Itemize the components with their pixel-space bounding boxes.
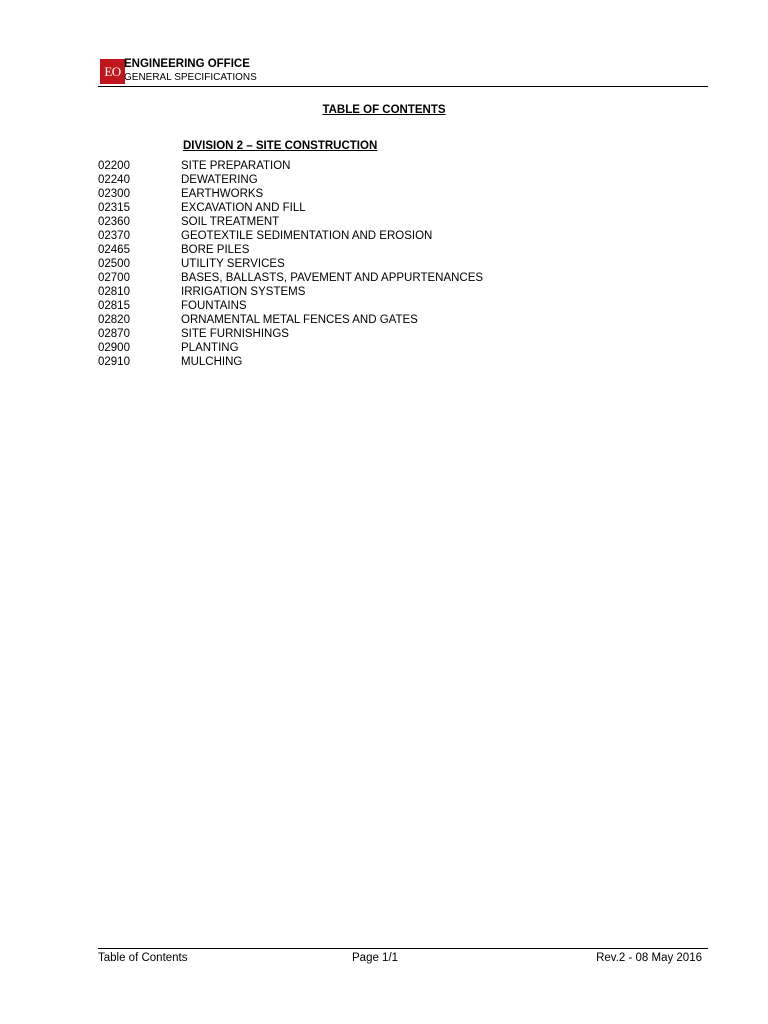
footer-document-name: Table of Contents bbox=[98, 952, 188, 964]
page-footer bbox=[98, 948, 708, 967]
section-title: SOIL TREATMENT bbox=[181, 216, 280, 228]
document-subtitle: GENERAL SPECIFICATIONS bbox=[124, 72, 257, 83]
company-logo: EO bbox=[100, 59, 125, 84]
section-number: 02815 bbox=[98, 300, 130, 312]
section-title: BASES, BALLASTS, PAVEMENT AND APPURTENANCES bbox=[181, 272, 484, 284]
section-number: 02700 bbox=[98, 272, 130, 284]
section-number: 02315 bbox=[98, 202, 130, 214]
page-number: Page 1/1 bbox=[352, 952, 399, 964]
section-title: FOUNTAINS bbox=[181, 300, 247, 312]
section-title: EARTHWORKS bbox=[181, 188, 264, 200]
section-number: 02240 bbox=[98, 174, 130, 186]
section-number: 02465 bbox=[98, 244, 130, 256]
section-number: 02370 bbox=[98, 230, 130, 242]
section-number: 02820 bbox=[98, 314, 130, 326]
section-number: 02300 bbox=[98, 188, 130, 200]
section-title: DEWATERING bbox=[181, 174, 258, 186]
section-number: 02870 bbox=[98, 328, 130, 340]
section-title: UTILITY SERVICES bbox=[181, 258, 285, 270]
section-title: IRRIGATION SYSTEMS bbox=[181, 286, 306, 298]
section-number: 02360 bbox=[98, 216, 130, 228]
revision-date: Rev.2 - 08 May 2016 bbox=[596, 952, 702, 964]
section-number: 02810 bbox=[98, 286, 130, 298]
section-title: EXCAVATION AND FILL bbox=[181, 202, 306, 214]
section-number: 02200 bbox=[98, 160, 130, 172]
section-title: PLANTING bbox=[181, 342, 239, 354]
section-number: 02900 bbox=[98, 342, 130, 354]
section-title: BORE PILES bbox=[181, 244, 250, 256]
page-title: TABLE OF CONTENTS bbox=[322, 104, 446, 116]
section-number: 02910 bbox=[98, 356, 130, 368]
section-title: SITE FURNISHINGS bbox=[181, 328, 289, 340]
page-header bbox=[98, 56, 708, 87]
section-title: MULCHING bbox=[181, 356, 243, 368]
division-heading: DIVISION 2 – SITE CONSTRUCTION bbox=[183, 140, 378, 152]
section-title: GEOTEXTILE SEDIMENTATION AND EROSION bbox=[181, 230, 433, 242]
organization-name: ENGINEERING OFFICE bbox=[124, 58, 250, 70]
section-title: SITE PREPARATION bbox=[181, 160, 291, 172]
section-title: ORNAMENTAL METAL FENCES AND GATES bbox=[181, 314, 418, 326]
section-number: 02500 bbox=[98, 258, 130, 270]
